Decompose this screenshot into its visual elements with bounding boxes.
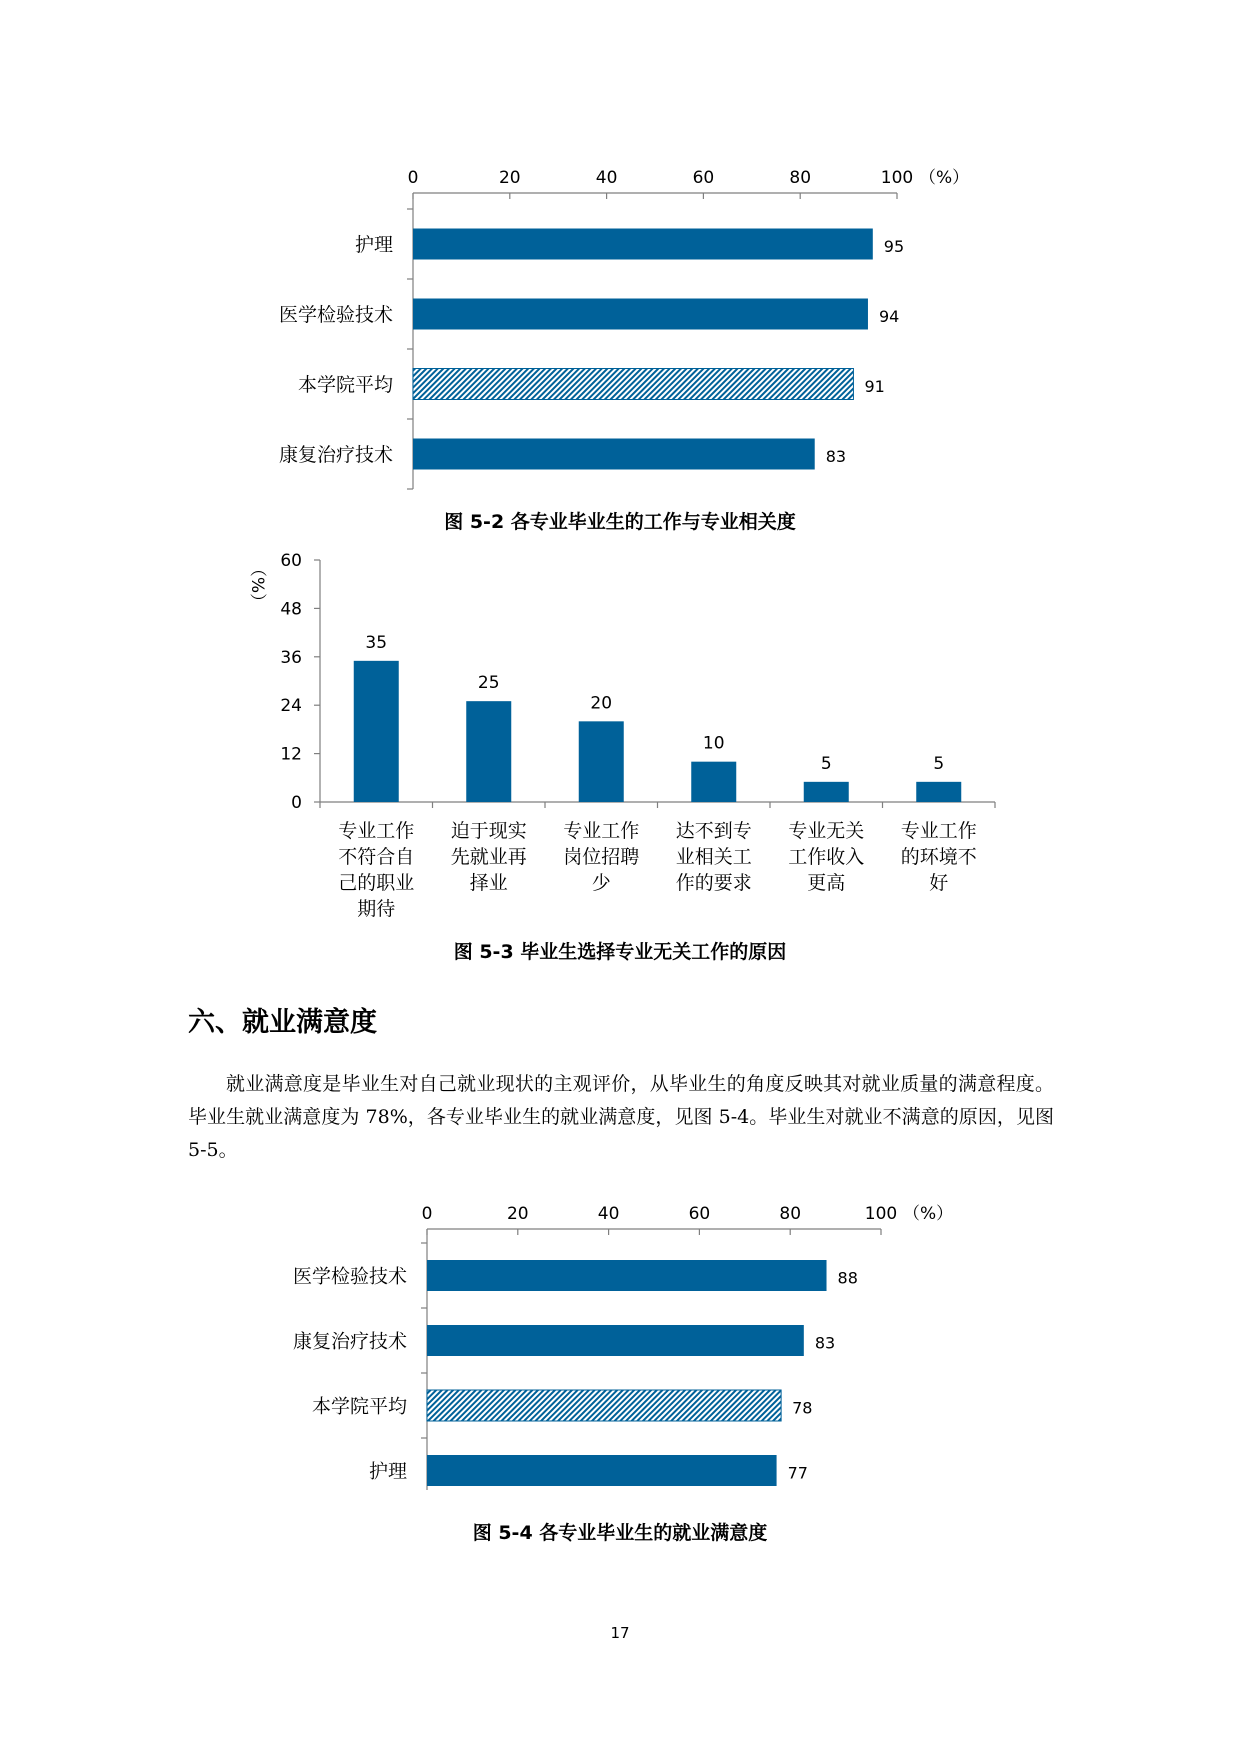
data-label: 35 xyxy=(365,632,388,653)
category-label: 本学院平均 xyxy=(311,1395,407,1418)
y-tick-label: 48 xyxy=(280,599,302,620)
unit-label: （%） xyxy=(919,168,970,188)
section-paragraph: 就业满意度是毕业生对自己就业现状的主观评价，从毕业生的角度反映其对就业质量的满意程度。毕业生就业满意度为 78%，各专业毕业生的就业满意度，见图 5-4。毕业生对就业不满意的原因，见图 5-5。 xyxy=(188,1073,1054,1161)
x-tick-label: 0 xyxy=(407,168,419,188)
category-label: 作的要求 xyxy=(675,872,752,894)
bar xyxy=(413,299,868,330)
category-label: 好 xyxy=(929,872,949,894)
category-label: 本学院平均 xyxy=(297,374,393,396)
category-label: 专业工作 xyxy=(900,820,977,842)
unit-label: （%） xyxy=(903,1204,954,1224)
page-number: 17 xyxy=(610,1624,630,1642)
x-tick-label: 80 xyxy=(789,168,812,188)
chart-major-relevance xyxy=(0,160,1240,500)
category-label: 康复治疗技术 xyxy=(292,1330,407,1353)
category-label: 期待 xyxy=(357,898,396,920)
section-heading: 六、就业满意度 xyxy=(188,1007,377,1038)
x-tick-label: 100 xyxy=(880,168,914,188)
y-tick-label: 12 xyxy=(280,744,302,765)
category-label: 专业无关 xyxy=(788,820,865,842)
data-label: 78 xyxy=(792,1398,813,1418)
category-label: 迫于现实 xyxy=(450,820,527,842)
data-label: 88 xyxy=(837,1268,858,1288)
category-label: 达不到专 xyxy=(675,820,752,842)
category-label: 业相关工 xyxy=(675,846,752,868)
data-label: 77 xyxy=(787,1463,808,1483)
x-tick-label: 100 xyxy=(864,1204,898,1224)
category-label: 择业 xyxy=(469,872,508,894)
data-label: 94 xyxy=(878,307,900,326)
chart-title-unrelated-reasons: 图 5-3 毕业生选择专业无关工作的原因 xyxy=(453,941,787,963)
bar xyxy=(427,1455,777,1486)
bar xyxy=(916,782,961,802)
category-label: 更高 xyxy=(807,872,846,894)
chart-title-job-satisfaction: 图 5-4 各专业毕业生的就业满意度 xyxy=(472,1522,768,1544)
category-label: 岗位招聘 xyxy=(563,846,640,868)
category-label: 医学检验技术 xyxy=(292,1265,407,1288)
x-tick-label: 40 xyxy=(595,168,618,188)
x-tick-label: 20 xyxy=(498,168,521,188)
y-tick-label: 24 xyxy=(280,696,302,717)
data-label: 83 xyxy=(814,1333,836,1353)
category-label: 专业工作 xyxy=(338,820,415,842)
chart-unrelated-reasons xyxy=(0,545,1240,935)
category-label: 工作收入 xyxy=(788,846,865,868)
category-label: 少 xyxy=(591,872,611,894)
bar xyxy=(413,439,815,470)
chart-title-major-relevance: 图 5-2 各专业毕业生的工作与专业相关度 xyxy=(444,511,796,533)
data-label: 10 xyxy=(702,733,725,754)
data-label: 20 xyxy=(590,693,613,714)
y-tick-label: 36 xyxy=(280,647,302,668)
x-tick-label: 60 xyxy=(692,168,715,188)
bar xyxy=(354,661,399,802)
category-label: 康复治疗技术 xyxy=(278,444,393,466)
x-tick-label: 60 xyxy=(688,1204,711,1224)
category-label: 专业工作 xyxy=(563,820,640,842)
data-label: 91 xyxy=(864,377,885,396)
category-label: 不符合自 xyxy=(338,846,415,868)
data-label: 25 xyxy=(477,673,500,694)
data-label: 5 xyxy=(933,753,945,774)
bar xyxy=(579,721,624,802)
category-label: 己的职业 xyxy=(338,872,415,894)
bar xyxy=(413,229,873,260)
bar xyxy=(427,1390,781,1421)
chart-job-satisfaction xyxy=(0,1180,1240,1490)
category-label: 护理 xyxy=(368,1460,407,1483)
bar xyxy=(413,369,853,400)
y-tick-label: 60 xyxy=(280,551,302,571)
category-label: 的环境不 xyxy=(900,846,977,868)
bar xyxy=(427,1325,804,1356)
bar xyxy=(466,701,511,802)
bar xyxy=(427,1260,827,1291)
unit-label: （%） xyxy=(247,559,267,611)
category-label: 医学检验技术 xyxy=(278,304,393,326)
bar xyxy=(804,782,849,802)
data-label: 5 xyxy=(820,753,832,774)
x-tick-label: 0 xyxy=(421,1204,433,1224)
x-tick-label: 40 xyxy=(597,1204,620,1224)
x-tick-label: 80 xyxy=(779,1204,802,1224)
bar xyxy=(691,762,736,802)
x-tick-label: 20 xyxy=(506,1204,529,1224)
y-tick-label: 0 xyxy=(291,793,302,813)
category-label: 护理 xyxy=(354,234,393,256)
data-label: 83 xyxy=(825,447,847,466)
data-label: 95 xyxy=(883,237,905,256)
category-label: 先就业再 xyxy=(450,846,527,868)
